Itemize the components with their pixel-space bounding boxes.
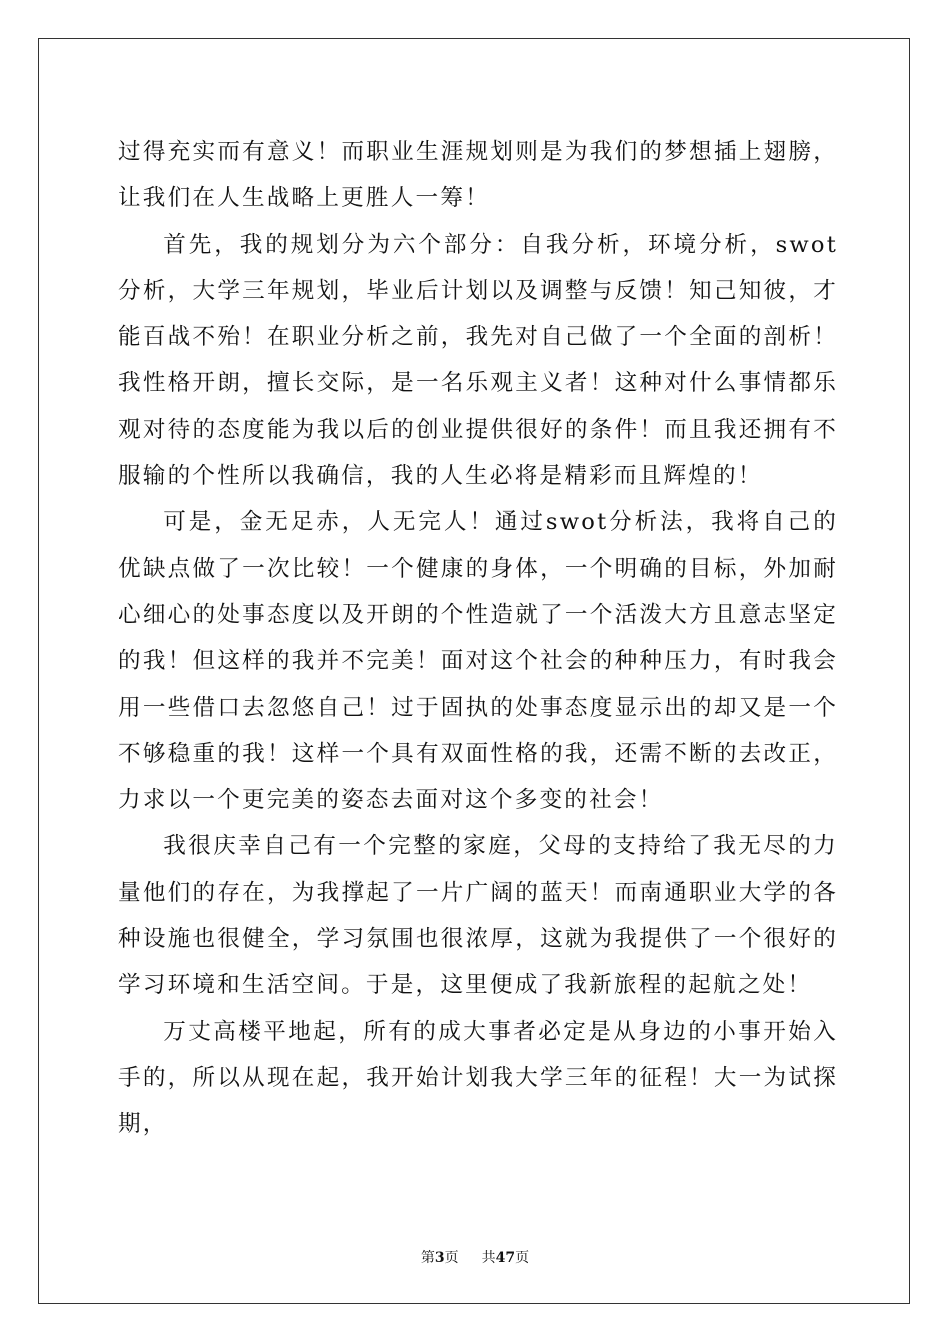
paragraph-plan-overview: 首先，我的规划分为六个部分：自我分析，环境分析，swot分析，大学三年规划，毕业后计划以及调整与反馈！知己知彼，才能百战不殆！在职业分析之前，我先对自己做了一个全面的剖析！我性格开朗，擅长交际，是一名乐观主义者！这种对什么事情都乐观对待的态度能为我以后的创业提供很好的条件！而且我还拥有不服输的个性所以我确信，我的人生必将是精彩而且辉煌的！: [118, 231, 838, 490]
total-suffix: 页: [515, 1250, 530, 1266]
paragraph-three-year-plan: 万丈高楼平地起，所有的成大事者必定是从身边的小事开始入手的，所以从现在起，我开始计划我大学三年的征程！大一为试探期，: [118, 1018, 838, 1138]
page-number: 3: [434, 1250, 445, 1266]
paragraph-environment: 我很庆幸自己有一个完整的家庭，父母的支持给了我无尽的力量他们的存在，为我撑起了一片广阔的蓝天！而南通职业大学的各种设施也很健全，学习氛围也很浓厚，这就为我提供了一个很好的学习环境和生活空间。于是，这里便成了我新旅程的起航之处！: [118, 833, 838, 999]
total-prefix: 共: [481, 1250, 496, 1266]
paragraph-swot: 可是，金无足赤，人无完人！通过swot分析法，我将自己的优缺点做了一次比较！一个健康的身体，一个明确的目标，外加耐心细心的处事态度以及开朗的个性造就了一个活泼大方且意志坚定的我！但这样的我并不完美！面对这个社会的种种压力，有时我会用一些借口去忽悠自己！过于固执的处事态度显示出的却又是一个不够稳重的我！这样一个具有双面性格的我，还需不断的去改正，力求以一个更完美的姿态去面对这个多变的社会！: [118, 509, 838, 814]
paragraph-continuation: 过得充实而有意义！而职业生涯规划则是为我们的梦想插上翅膀，让我们在人生战略上更胜人一筹！: [118, 139, 838, 212]
total-pages: 47: [495, 1250, 516, 1266]
page-suffix: 页: [444, 1250, 459, 1266]
document-body: [118, 129, 838, 1148]
page-footer: [0, 1247, 950, 1267]
page-prefix: 第: [420, 1250, 435, 1266]
